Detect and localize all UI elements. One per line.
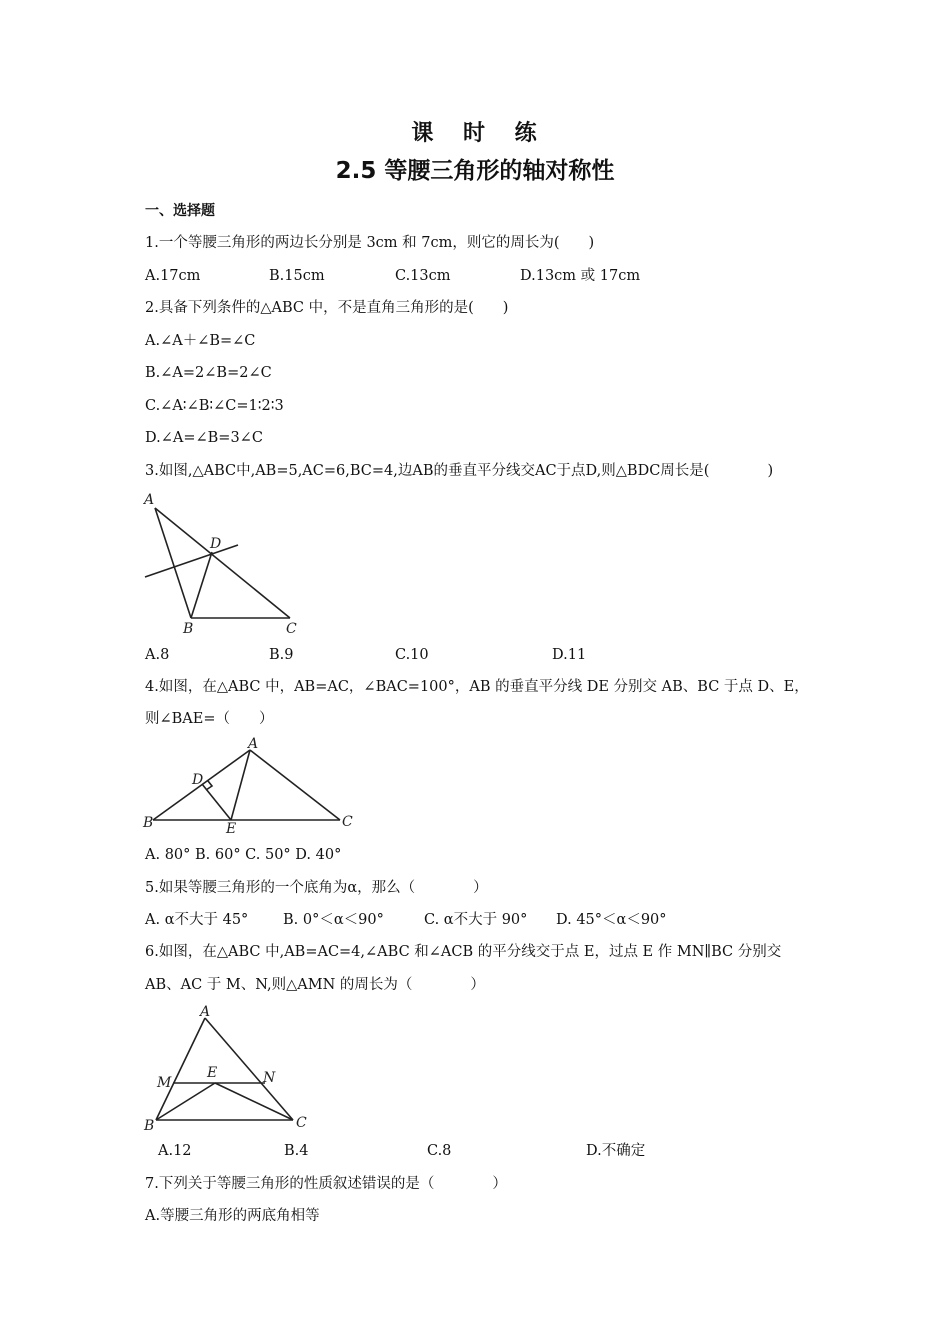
question-2-stem: 2.具备下列条件的△ABC 中，不是直角三角形的是( ) — [145, 300, 509, 316]
question-1-option-b: B.15cm — [269, 268, 325, 284]
question-4-stem-line-1: 4.如图，在△ABC 中，AB=AC，∠BAC=100°，AB 的垂直平分线 DE 分别交 AB、BC 于点 D、E， — [145, 679, 809, 695]
question-1-option-c: C.13cm — [395, 268, 451, 284]
segment-ac — [250, 750, 340, 820]
label-e: E — [226, 821, 237, 837]
question-3-option-b: B.9 — [269, 647, 294, 663]
question-4-figure — [140, 736, 355, 836]
question-3-stem: 3.如图,△ABC中,AB=5,AC=6,BC=4,边AB的垂直平分线交AC于点D,则△BDC周长是( ) — [145, 463, 774, 479]
label-a: A — [200, 1004, 211, 1020]
segment-ec — [215, 1083, 293, 1120]
question-7-option-a: A.等腰三角形的两底角相等 — [145, 1208, 320, 1224]
question-3-option-c: C.10 — [395, 647, 429, 663]
label-d: D — [192, 772, 204, 788]
segment-bd — [191, 552, 212, 618]
question-6-option-a: A.12 — [158, 1143, 192, 1159]
question-4-stem-line-2: 则∠BAE=（ ） — [145, 711, 274, 727]
segment-ac — [155, 508, 290, 618]
question-3-figure — [140, 488, 310, 638]
question-7-stem: 7.下列关于等腰三角形的性质叙述错误的是（ ） — [145, 1176, 507, 1192]
segment-ae — [231, 750, 250, 820]
label-b: B — [183, 621, 194, 637]
question-1-option-d: D.13cm 或 17cm — [520, 268, 641, 284]
question-2-option-d: D.∠A=∠B=3∠C — [145, 430, 263, 446]
section-heading: 一、选择题 — [145, 203, 215, 219]
question-1-stem: 1.一个等腰三角形的两边长分别是 3cm 和 7cm，则它的周长为( ) — [145, 235, 595, 251]
label-c: C — [342, 814, 353, 830]
question-2-option-b: B.∠A=2∠B=2∠C — [145, 365, 272, 381]
question-6-option-b: B.4 — [284, 1143, 309, 1159]
label-b: B — [144, 1118, 155, 1134]
question-5-option-c: C. α不大于 90° — [424, 912, 528, 928]
question-6-option-c: C.8 — [427, 1143, 452, 1159]
label-c: C — [286, 621, 297, 637]
question-2-option-a: A.∠A＋∠B=∠C — [145, 333, 256, 349]
label-b: B — [143, 815, 154, 831]
question-5-option-b: B. 0°＜α＜90° — [283, 912, 384, 928]
right-angle-mark — [206, 781, 212, 790]
question-6-option-d: D.不确定 — [586, 1143, 646, 1159]
label-a: A — [248, 736, 259, 752]
segment-ac — [205, 1018, 293, 1120]
label-e: E — [207, 1065, 218, 1081]
question-6-stem-line-2: AB、AC 于 M、N,则△AMN 的周长为（ ） — [145, 977, 485, 993]
question-3-option-d: D.11 — [552, 647, 587, 663]
label-c: C — [296, 1115, 307, 1131]
perpendicular-bisector-line — [145, 545, 238, 577]
question-5-stem: 5.如果等腰三角形的一个底角为α，那么（ ） — [145, 880, 488, 896]
question-5-option-d: D. 45°＜α＜90° — [556, 912, 667, 928]
label-n: N — [263, 1070, 276, 1086]
label-a: A — [144, 492, 155, 508]
question-2-option-c: C.∠A∶∠B∶∠C=1∶2∶3 — [145, 398, 284, 414]
question-6-figure — [140, 1000, 315, 1135]
page-subtitle: 2.5 等腰三角形的轴对称性 — [335, 158, 615, 184]
page-title: 课 时 练 — [411, 121, 539, 146]
question-3-option-a: A.8 — [145, 647, 170, 663]
question-5-option-a: A. α不大于 45° — [145, 912, 249, 928]
label-m: M — [157, 1075, 172, 1091]
question-6-stem-line-1: 6.如图，在△ABC 中,AB=AC=4,∠ABC 和∠ACB 的平分线交于点 E，过点 E 作 MN∥BC 分别交 — [145, 944, 782, 960]
question-4-options: A. 80° B. 60° C. 50° D. 40° — [145, 847, 342, 863]
question-1-option-a: A.17cm — [145, 268, 201, 284]
label-d: D — [210, 536, 222, 552]
